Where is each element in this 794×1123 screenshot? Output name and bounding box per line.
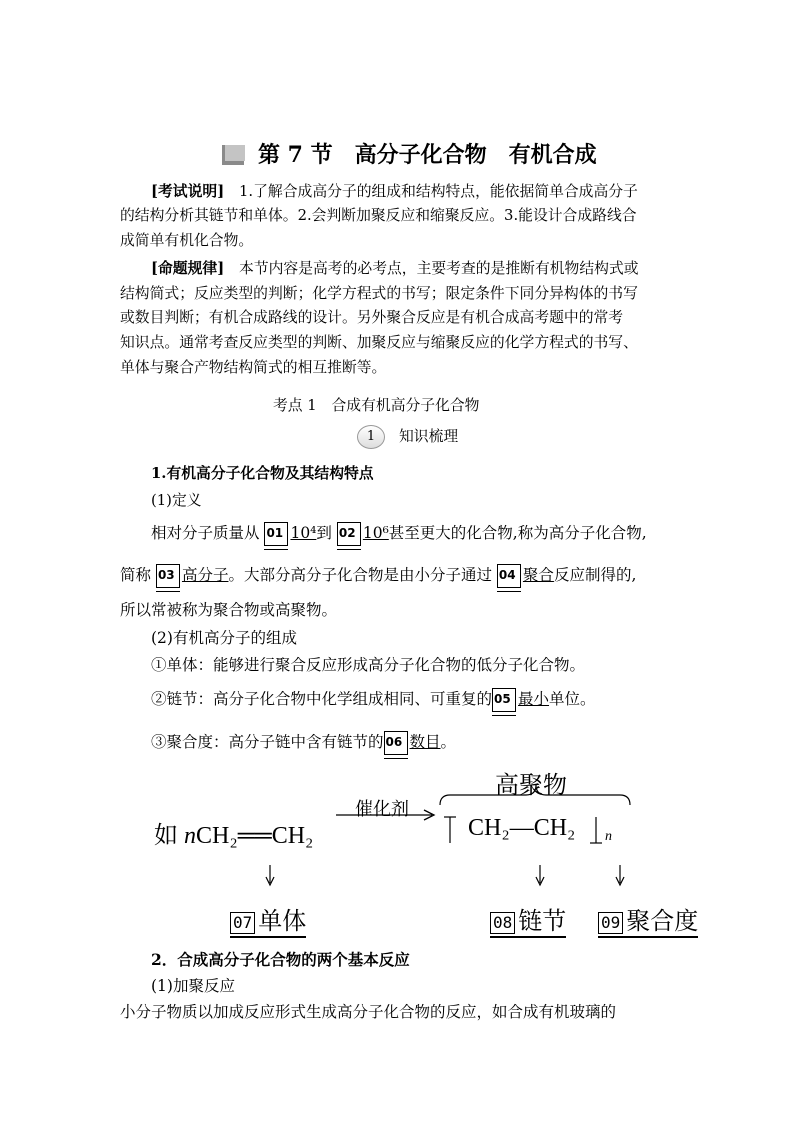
rule-line-2: 结构简式；反应类型的判断；化学方程式的书写；限定条件下同分异构体的书写 — [120, 285, 638, 302]
definition-line-2: 简称 03 高分子。大部分高分子化合物是由小分子通过 04 聚合反应制得的, — [120, 563, 636, 588]
definition-line-1: 相对分子质量从 01 10⁴到 02 10⁶甚至更大的化合物,称为高分子化合物, — [151, 521, 647, 546]
heading-1-1: (1)定义 — [151, 492, 202, 509]
heading-1-2: (2)有机高分子的组成 — [151, 629, 297, 647]
addition-polymerization-text: 小分子物质以加成反应形式生成高分子化合物的反应，如合成有机玻璃的 — [120, 1003, 617, 1021]
degree-definition: ③聚合度：高分子链中含有链节的 06 数目。 — [151, 730, 456, 755]
heading-2-1: (1)加聚反应 — [151, 977, 235, 995]
heading-1: 1.有机高分子化合物及其结构特点 — [151, 465, 374, 482]
label-monomer: 07 单体 — [230, 901, 306, 938]
chain-unit-definition: ②链节：高分子化合物中化学组成相同、可重复的 05 最小单位。 — [151, 687, 596, 712]
polymer-subscript-n: n — [605, 829, 612, 844]
polymer-label: 高聚物 — [495, 773, 567, 799]
title-main: 高分子化合物 — [354, 142, 487, 168]
answer-box-03: 03 — [156, 564, 180, 588]
title-sub: 有机合成 — [508, 142, 597, 168]
rule-line-1: [命题规律] 本节内容是高考的必考点，主要考查的是推断有机物结构式或 — [151, 260, 639, 277]
label-degree: 09 聚合度 — [598, 901, 698, 938]
polymerization-diagram — [150, 765, 730, 940]
exam-line-2: 的结构分析其链节和单体。2.会判断加聚反应和缩聚反应。3.能设计合成路线合 — [120, 207, 637, 224]
catalyst-label: 催化剂 — [355, 799, 409, 819]
answer-box-05: 05 — [492, 688, 516, 712]
section-number-badge: 1 — [357, 425, 385, 449]
kaodian-heading: 考点 1 合成有机高分子化合物 — [273, 397, 480, 414]
title-section-number: 第 7 节 — [258, 142, 333, 168]
rule-line-4: 知识点。通常考查反应类型的判断、加聚反应与缩聚反应的化学方程式的书写、 — [120, 334, 638, 351]
heading-2: 2．合成高分子化合物的两个基本反应 — [151, 950, 410, 969]
rule-line-5: 单体与聚合产物结构简式的相互推断等。 — [120, 359, 387, 376]
definition-line-3: 所以常被称为聚合物或高聚物。 — [120, 601, 338, 619]
polymer-formula: CH₂—CH₂ — [468, 815, 576, 841]
answer-box-01: 01 — [264, 522, 288, 546]
label-chain-unit: 08 链节 — [490, 901, 566, 938]
answer-box-06: 06 — [384, 731, 408, 755]
exam-line-3: 成简单有机化合物。 — [120, 232, 254, 249]
answer-box-04: 04 — [497, 564, 521, 588]
exam-line-1: [考试说明] 1.了解合成高分子的组成和结构特点，能依据简单合成高分子 — [151, 183, 638, 200]
answer-box-02: 02 — [337, 522, 361, 546]
section-heading: 1 知识梳理 — [357, 425, 458, 449]
book-icon — [222, 143, 246, 165]
monomer-definition: ①单体：能够进行聚合反应形成高分子化合物的低分子化合物。 — [151, 656, 586, 674]
rule-line-3: 或数目判断；有机合成路线的设计。另外聚合反应是有机合成高考题中的常考 — [120, 309, 624, 326]
page-title — [222, 138, 597, 169]
monomer-formula: 如 nCH₂══CH₂ — [154, 823, 314, 849]
